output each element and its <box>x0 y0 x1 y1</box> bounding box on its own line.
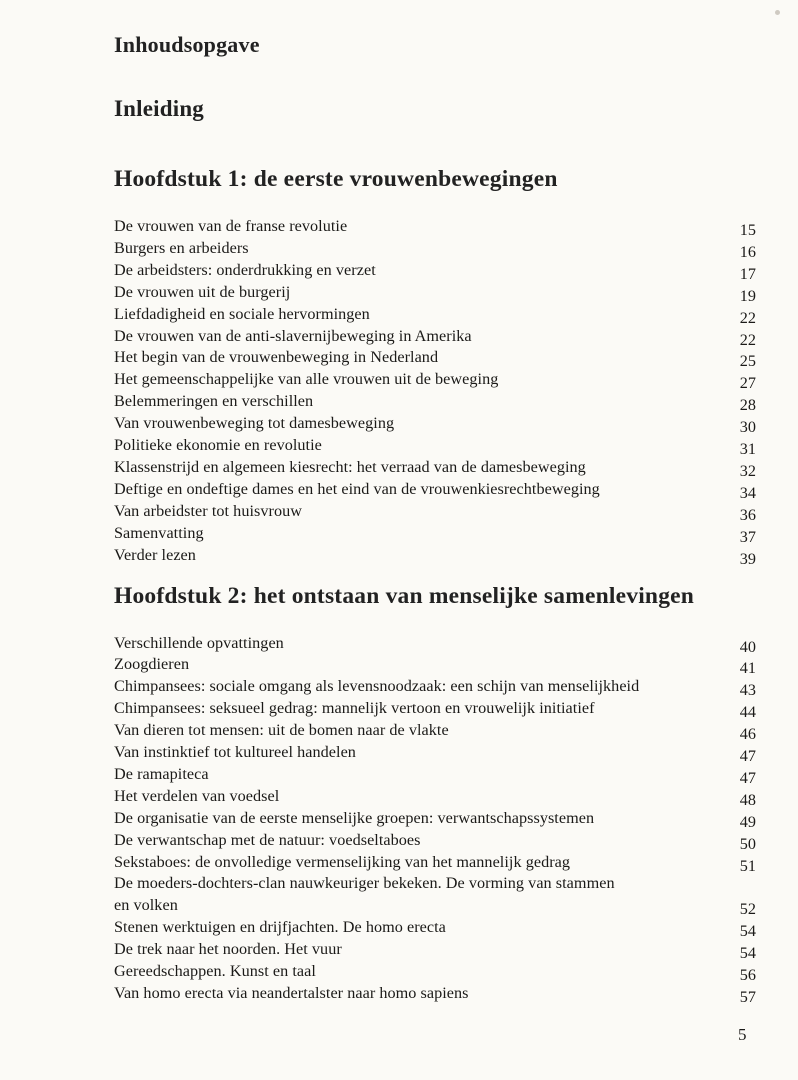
toc-entry-title: De organisatie van de eerste menselijke groepen: verwantschapssystemen <box>114 808 595 827</box>
toc-entry <box>114 391 756 413</box>
toc-entry-title: Chimpansees: seksueel gedrag: mannelijk vertoon en vrouwelijk initiatief <box>114 699 595 718</box>
toc-entry <box>114 369 756 391</box>
toc-entry-page: 28 <box>739 396 756 415</box>
toc-entry-title: Zoogdieren <box>114 655 190 674</box>
toc-entry <box>114 501 756 523</box>
toc-entry-page: 52 <box>739 900 756 919</box>
toc-entry <box>114 917 756 939</box>
toc-entry-page: 31 <box>739 440 756 459</box>
toc-entry <box>114 326 756 348</box>
toc-entry-page: 49 <box>739 812 756 831</box>
toc-entry <box>114 808 756 830</box>
toc-entry-title: Deftige en ondeftige dames en het eind van de vrouwenkiesrechtbeweging <box>114 479 600 498</box>
toc-entry <box>114 479 756 501</box>
intro-heading: Inleiding <box>114 96 205 121</box>
toc-entry-page: 48 <box>739 790 756 809</box>
toc-entry-title: Liefdadigheid en sociale hervormingen <box>114 304 370 323</box>
toc-entry-title: Chimpansees: sociale omgang als levensnoodzaak: een schijn van menselijkheid <box>114 677 640 696</box>
toc-entry-page: 40 <box>739 637 756 656</box>
toc-entry <box>114 742 756 764</box>
toc-entry-page: 22 <box>739 308 756 327</box>
toc-entry-page: 30 <box>739 418 756 437</box>
toc-entry-title: Verder lezen <box>114 545 196 564</box>
toc-page <box>114 30 756 1005</box>
toc-entry <box>114 939 756 961</box>
chapter1-entry-list <box>114 216 756 567</box>
toc-entry-title: De moeders-dochters-clan nauwkeuriger bekeken. De vorming van stammen <box>114 874 615 893</box>
toc-entry <box>114 238 756 260</box>
toc-heading: Inhoudsopgave <box>114 32 260 57</box>
toc-entry-title: De trek naar het noorden. Het vuur <box>114 940 342 959</box>
toc-entry-page: 57 <box>739 988 756 1006</box>
toc-entry-title: De vrouwen van de franse revolutie <box>114 217 348 235</box>
toc-entry-page: 16 <box>739 242 756 261</box>
page-number: 5 <box>738 1025 747 1044</box>
chapter2-heading: Hoofdstuk 2: het ontstaan van menselijke samenlevingen <box>114 582 695 609</box>
toc-entry-title: Van vrouwenbeweging tot damesbeweging <box>114 414 395 433</box>
toc-entry-title: Van instinktief tot kultureel handelen <box>114 743 356 762</box>
toc-entry-title: Sekstaboes: de onvolledige vermenselijking van het mannelijk gedrag <box>114 852 571 871</box>
toc-entry <box>114 260 756 282</box>
page-edge-mark <box>775 10 780 15</box>
toc-entry-page: 54 <box>739 922 756 941</box>
toc-entry-title: Van dieren tot mensen: uit de bomen naar de vlakte <box>114 721 449 740</box>
toc-entry-title: Van homo erecta via neandertalster naar homo sapiens <box>114 984 469 1002</box>
toc-entry-title: De ramapiteca <box>114 764 209 783</box>
toc-entry-title: De vrouwen uit de burgerij <box>114 282 291 301</box>
toc-entry <box>114 852 756 874</box>
toc-entry-title: Het begin van de vrouwenbeweging in Nederland <box>114 348 439 367</box>
toc-entry <box>114 435 756 457</box>
toc-entry-title: Stenen werktuigen en drijfjachten. De homo erecta <box>114 918 446 937</box>
toc-entry-page: 54 <box>739 944 756 963</box>
toc-entry-page: 19 <box>739 286 756 305</box>
toc-entry <box>114 457 756 479</box>
toc-entry <box>114 720 756 742</box>
toc-entry-page: 46 <box>739 725 756 744</box>
toc-entry-page: 47 <box>739 747 756 766</box>
toc-entry-page: 44 <box>739 703 756 722</box>
toc-entry-page: 15 <box>739 221 756 239</box>
toc-entry-page: 27 <box>739 374 756 393</box>
toc-entry-page: 50 <box>739 834 756 853</box>
toc-entry <box>114 282 756 304</box>
toc-entry-page: 41 <box>739 659 756 678</box>
toc-entry-page: 36 <box>739 505 756 524</box>
toc-entry-page: 37 <box>739 527 756 546</box>
toc-entry <box>114 545 756 567</box>
toc-entry <box>114 413 756 435</box>
toc-entry <box>114 961 756 983</box>
toc-entry-title: Klassenstrijd en algemeen kiesrecht: het verraad van de damesbeweging <box>114 457 586 476</box>
toc-entry-page: 51 <box>739 856 756 875</box>
chapter1-heading: Hoofdstuk 1: de eerste vrouwenbewegingen <box>114 166 558 192</box>
toc-entry-title: Verschillende opvattingen <box>114 633 284 652</box>
toc-entry-title: Belemmeringen en verschillen <box>114 392 314 411</box>
toc-entry <box>114 764 756 786</box>
toc-entry-title: Politieke ekonomie en revolutie <box>114 436 322 455</box>
toc-entry-title: Gereedschappen. Kunst en taal <box>114 962 316 981</box>
toc-entry <box>114 347 756 369</box>
toc-entry <box>114 830 756 852</box>
chapter2-entry-list <box>114 633 756 1005</box>
toc-entry <box>114 523 756 545</box>
toc-entry-page: 32 <box>739 461 756 480</box>
toc-entry-page: 56 <box>739 966 756 985</box>
toc-entry <box>114 676 756 698</box>
toc-entry <box>114 654 756 676</box>
toc-entry-page: 22 <box>739 330 756 349</box>
toc-entry <box>114 216 756 238</box>
toc-entry <box>114 633 756 655</box>
toc-entry-page: 43 <box>739 681 756 700</box>
toc-entry <box>114 983 756 1005</box>
toc-entry <box>114 873 756 917</box>
toc-entry-title-continued: en volken <box>114 896 178 915</box>
toc-entry <box>114 698 756 720</box>
toc-entry-title: De arbeidsters: onderdrukking en verzet <box>114 260 376 279</box>
toc-entry-page: 17 <box>739 264 756 283</box>
toc-entry-title: Het gemeenschappelijke van alle vrouwen uit de beweging <box>114 370 499 389</box>
toc-entry <box>114 304 756 326</box>
toc-entry-title: Van arbeidster tot huisvrouw <box>114 501 302 520</box>
toc-entry <box>114 786 756 808</box>
toc-entry-title: De verwantschap met de natuur: voedseltaboes <box>114 830 421 849</box>
toc-entry-title: Samenvatting <box>114 523 204 542</box>
toc-entry-page: 34 <box>739 483 756 502</box>
toc-entry-title: Burgers en arbeiders <box>114 238 249 257</box>
toc-entry-page: 25 <box>739 352 756 371</box>
toc-entry-page: 39 <box>739 549 756 568</box>
toc-entry-page: 47 <box>739 768 756 787</box>
toc-entry-title: Het verdelen van voedsel <box>114 786 280 805</box>
toc-entry-title: De vrouwen van de anti-slavernijbeweging in Amerika <box>114 326 472 345</box>
